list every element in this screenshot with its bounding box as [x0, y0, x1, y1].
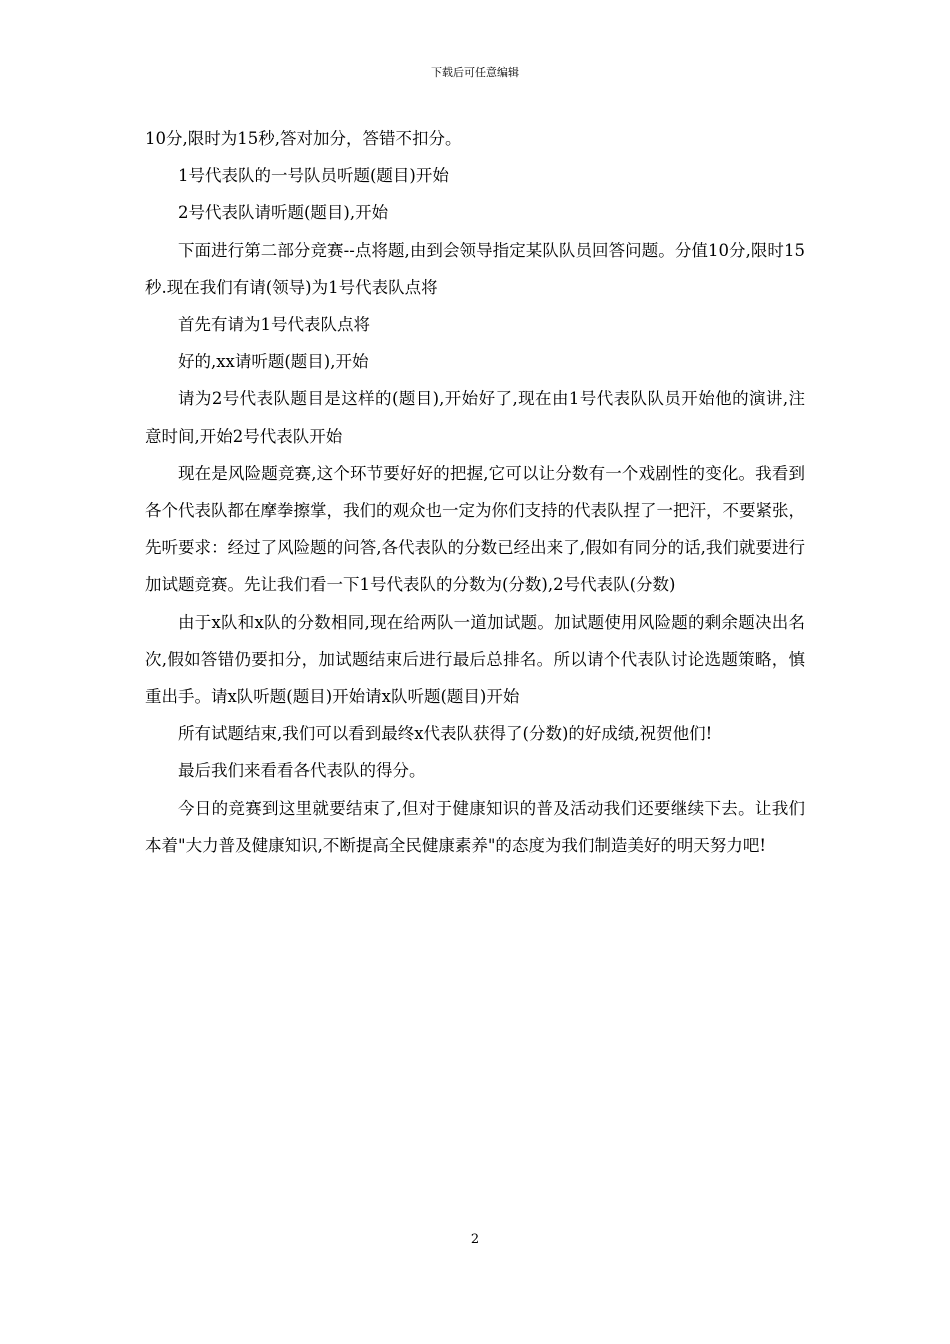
paragraph-2: 1号代表队的一号队员听题(题目)开始 [178, 166, 449, 186]
paragraph-10: 所有试题结束,我们可以看到最终x代表队获得了(分数)的好成绩,祝贺他们! [178, 724, 713, 744]
paragraph-12: 今日的竞赛到这里就要结束了,但对于健康知识的普及活动我们还要继续下去。让我们本着"大力普及健康知识,不断提高全民健康素养"的态度为我们制造美好的明天努力吧! [145, 798, 805, 855]
document-body [145, 120, 805, 864]
paragraph-9: 由于x队和x队的分数相同,现在给两队一道加试题。加试题使用风险题的剩余题决出名次,假如答错仍要扣分，加试题结束后进行最后总排名。所以请个代表队讨论选题策略，慎重出手。请x队听题(题目)开始请x队听题(题目)开始 [145, 612, 805, 707]
paragraph-8: 现在是风险题竞赛,这个环节要好好的把握,它可以让分数有一个戏剧性的变化。我看到各个代表队都在摩拳擦掌，我们的观众也一定为你们支持的代表队捏了一把汗，不要紧张，先听要求：经过了风险题的问答,各代表队的分数已经出来了,假如有同分的话,我们就要进行加试题竞赛。先让我们看一下1号代表队的分数为(分数),2号代表队(分数) [145, 463, 805, 595]
paragraph-4: 下面进行第二部分竞赛--点将题,由到会领导指定某队队员回答问题。分值10分,限时15秒.现在我们有请(领导)为1号代表队点将 [145, 240, 805, 297]
paragraph-5: 首先有请为1号代表队点将 [178, 315, 370, 335]
paragraph-11: 最后我们来看看各代表队的得分。 [178, 761, 426, 781]
paragraph-7: 请为2号代表队题目是这样的(题目),开始好了,现在由1号代表队队员开始他的演讲,注意时间,开始2号代表队开始 [145, 389, 805, 446]
paragraph-3: 2号代表队请听题(题目),开始 [178, 203, 389, 223]
paragraph-6: 好的,xx请听题(题目),开始 [178, 352, 369, 372]
page-header: 下载后可任意编辑 [431, 66, 519, 79]
paragraph-1: 10分,限时为15秒,答对加分，答错不扣分。 [145, 129, 462, 148]
page-number: 2 [470, 1232, 480, 1247]
